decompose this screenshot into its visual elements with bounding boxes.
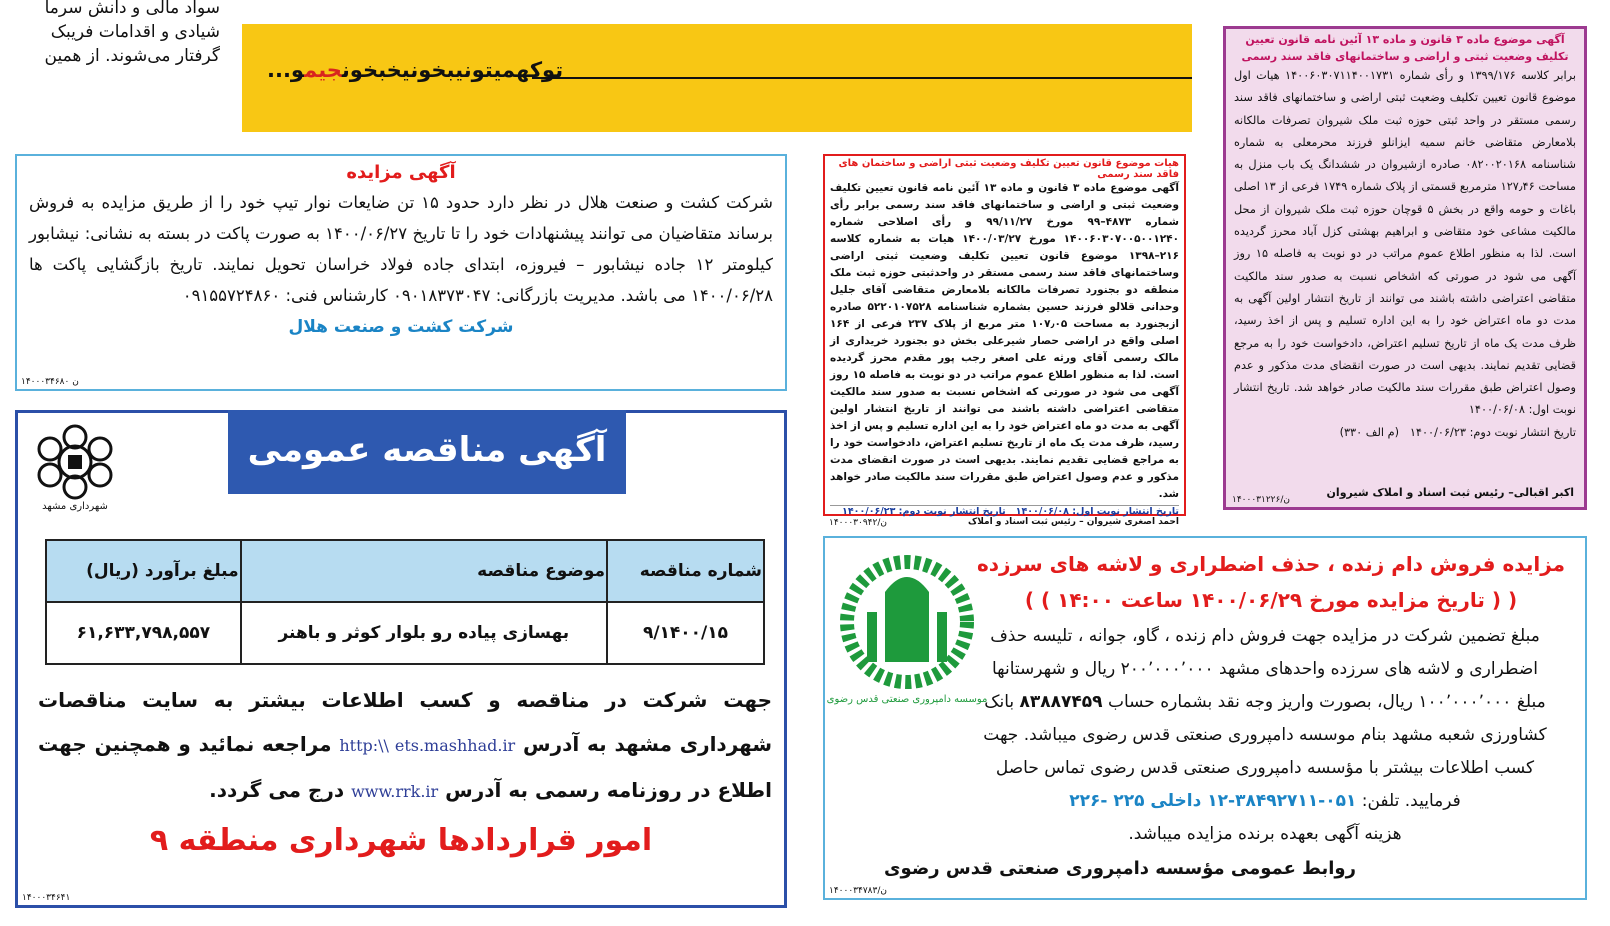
logo-caption: شهرداری مشهد — [42, 501, 108, 512]
mid-title: هیات موضوع قانون تعیین تکلیف وضعیت ثبتی اراضی و ساختمان های فاقد سند رسمی — [838, 158, 1179, 180]
fragment-line: گرفتار می‌شوند. از همین — [44, 46, 220, 66]
livestock-auction-notice — [823, 536, 1587, 900]
dam-body: مبلغ تضمین شرکت در مزایده جهت فروش دام زنده ، گاو، جوانه ، تلیسه حذف اضطراری و لاشه های سرزده واحدهای مشهد ۲۰۰٬۰۰۰٬۰۰۰ ریال و شهرستانها مبلغ ۱۰۰٬۰۰۰٬۰۰۰ ریال، بصورت واریز وجه نقد بشماره حساب ۸۳۸۸۷۴۵۹ بانک کشاورزی شعبه مشهد بنام موسسه دامپروری صنعتی قدس رضوی میباشد. جهت کسب اطلاعات بیشتر با مؤسسه دامپروری صنعتی قدس رضوی تماس حاصل فرمایید. تلفن: ۰۵۱-۳۸۴۹۲۷۱۱-۱۲ داخلی ۲۲۵ -۲۲۶ هزینه آگهی بعهده برنده مزایده میباشد. — [983, 626, 1547, 844]
hilal-title: آگهی مزایده — [346, 162, 456, 183]
tender-site-link[interactable]: http:\\ ets.mashhad.ir — [339, 736, 516, 755]
phone-number: ۰۵۱-۳۸۴۹۲۷۱۱-۱۲ داخلی ۲۲۵ -۲۲۶ — [1069, 791, 1357, 811]
hilal-auction-notice — [15, 154, 787, 391]
pink-date-2: تاریخ انتشار نوبت دوم: ۱۴۰۰/۰۶/۲۳ (م الف ۳۳۰) — [1339, 425, 1576, 439]
col-tender-number: شماره مناقصه — [607, 540, 764, 602]
mashhad-municipality-logo — [30, 423, 120, 515]
pink-body: برابر کلاسه ۱۳۹۹/۱۷۶ و رأی شماره ۱۴۰۰۶۰۳۰۷۱۱۴۰۰۱۷۳۱ هیات اول موضوع قانون تعیین تکلیف وضعیت ثبتی اراضی و ساختمانهای فاقد سند رسمی مستقر در واحد ثبتی حوزه ثبت ملک شیروان تصرفات مالکانه بلامعارض متقاضی خانم سمیه ایزانلو فرزند محرمعلی به شماره شناسنامه ۰۸۲۰۰۲۰۱۶۸ صادره ازشیروان در ششدانگ یک باب منزل به مساحت ۱۲۷٫۴۶ مترمربع قسمتی از پلاک شماره ۱۷۴۹ فرعی از ۱۳ اصلی باغات و حومه واقع در بخش ۵ قوچان حوزه ثبت ملک شیروان از محل مالکیت مشاعی خود متقاضی و ابراهیم بهشتی کزل آباد محرز گردیده است. لذا به منظور اطلاع عموم مراتب در دو نوبت به فاصله ۱۵ روز آگهی می شود در صورتی که اشخاص نسبت به صدور سند مالکیت متقاضی اعتراضی داشته باشند می توانند از تاریخ انتشار اولین آگهی به مدت دو ماه اعتراض خود را به این اداره تسلیم و پس از اخذ رسید، ظرف مدت یک ماه از تاریخ تسلیم اعتراض، دادخواست خود را به مرجع قضایی تقدیم نمایند. بدیهی است در صورت انقضای مدت مذکور و عدم وصول اعتراض طبق مقررات سند مالکیت صادر خواهد شد. تاریخ انتشار نوبت اول: ۱۴۰۰/۰۶/۰۸ — [1234, 69, 1577, 417]
mashhad-logo-icon — [30, 423, 120, 501]
pink-code: ن/۱۴۰۰۰۳۱۲۲۶ — [1232, 495, 1290, 505]
tender-number: ۹/۱۴۰۰/۱۵ — [607, 602, 764, 664]
hilal-body: شرکت کشت و صنعت هلال در نظر دارد حدود ۱۵ تن ضایعات نوار تیپ خود را از طریق مزایده به فروش برساند متقاضیان می توانند پیشنهادات خود را تا تاریخ ۱۴۰۰/۰۶/۲۷ به صورت پاکت در بسته به نشانی: نیشابور کیلومتر ۱۲ جاده نیشابور – فیروزه، ابتدای جاده فولاد خراسان تحویل نمایند. تاریخ بازگشایی پاکت ها ۱۴۰۰/۰۶/۲۸ می باشد. مدیریت بازرگانی: ۰۹۰۱۸۳۷۳۰۴۷ کارشناس فنی: ۰۹۱۵۵۷۲۴۸۶۰ — [29, 193, 774, 305]
qods-razavi-logo-icon — [826, 552, 988, 724]
hilal-signature: شرکت کشت و صنعت هلال — [288, 317, 514, 337]
dam-title: مزایده فروش دام زنده ، حذف اضطراری و لاشه های سرزده ( ( تاریخ مزایده مورخ ۱۴۰۰/۰۶/۲۹ ساعت ۱۴:۰۰ ) ) — [976, 552, 1566, 612]
dam-code: ن/۱۴۰۰۰۳۴۷۸۳ — [829, 886, 887, 896]
col-tender-amount: مبلغ برآورد (ریال) — [46, 540, 241, 602]
article-fragment — [0, 0, 220, 90]
svg-text:موسسه دامپروری صنعتی قدس رضوی: موسسه دامپروری صنعتی قدس رضوی — [826, 694, 988, 705]
table-row — [46, 602, 764, 664]
tender-notice — [15, 410, 787, 908]
pink-signature: اکبر اقبالی– رئیس ثبت اسناد و املاک شیروان — [1326, 486, 1574, 499]
pink-title: آگهی موضوع ماده ۳ قانون و ماده ۱۳ آئین نامه قانون تعیین تکلیف وضعیت ثبتی و اراضی و ساختمانهای فاقد سند رسمی — [1241, 33, 1569, 63]
hilal-code: ن ۱۴۰۰۰۳۴۶۸۰ — [21, 377, 79, 387]
tender-signature: امور قراردادها شهرداری منطقه ۹ — [149, 823, 653, 858]
dam-signature: روابط عمومی مؤسسه دامپروری صنعتی قدس رضوی — [884, 858, 1356, 879]
col-tender-subject: موضوع مناقصه — [241, 540, 607, 602]
yellow-banner — [242, 24, 1192, 132]
tender-body: جهت شرکت در مناقصه و کسب اطلاعات بیشتر به سایت مناقصات شهرداری مشهد به آدرس http:\\ ets.mashhad.ir مراجعه نمائید و همچنین جهت اطلاع در روزنامه رسمی به آدرس www.rrk.ir درج می گردد. — [38, 688, 773, 802]
banner-rule — [532, 77, 1192, 79]
mid-dates: تاریخ انتشار نوبت اول: ۱۴۰۰/۰۶/۰۸ تاریخ انتشار نوبت دوم: ۱۴۰۰/۰۶/۲۳ — [830, 505, 1179, 517]
tender-subject: بهسازی پیاده رو بلوار کوثر و باهنر — [241, 602, 607, 664]
table-header-row — [46, 540, 764, 602]
account-number: ۸۳۸۸۷۴۵۹ — [1019, 692, 1103, 712]
tender-header: آگهی مناقصه عمومی — [228, 410, 626, 494]
official-gazette-link[interactable]: www.rrk.ir — [351, 782, 439, 801]
registration-notice-shirvan — [1223, 26, 1587, 510]
registration-notice-bojnurd — [823, 154, 1186, 528]
mid-code: ن/۱۴۰۰۰۳۰۹۴۲ — [829, 518, 887, 528]
fragment-line: شیادی و اقدامات فریبک — [50, 22, 220, 42]
banner-red-text: جیم — [304, 58, 342, 82]
mid-body: آگهی موضوع ماده ۳ قانون و ماده ۱۳ آئین نامه قانون تعیین تکلیف وضعیت ثبتی و اراضی و ساختمانهای فاقد سند رسمی برابر رأی شماره ۴۸۷۳–۹۹ مورخ ۹۹/۱۱/۲۷ و رأی اصلاحی شماره ۱۴۰۰۶۰۳۰۷۰۰۵۰۰۱۲۴۰ مورخ ۱۴۰۰/۰۳/۲۷ هیات به شماره کلاسه ۲۱۶–۱۳۹۸ موضوع قانون تعیین تکلیف وضعیت ثبتی اراضی وساختمانهای فاقد سند رسمی مستقر در واحدثبتی حوزه ثبت ملک منطقه دو بجنورد تصرفات مالکانه بلامعارض متقاضی آقای جلیل وحدانی قلالو فرزند حسین بشماره شناسنامه ۵۲۲۰۱۰۷۵۲۸ صادره ازبجنورد به مساحت ۱۰۷٫۰۵ متر مربع از پلاک ۲۳۷ فرعی از ۱۶۴ اصلی واقع در اراضی حصار شیرعلی بخش دو بجنورد خریداری از مالک رسمی آقای ورثه علی اصغر رجب پور مقدم محرز گردیده است. لذا به منظور اطلاع عموم مراتب در دو نوبت به فاصله ۱۵ روز آگهی می شود در صورتی که اشخاص نسبت به صدور سند مالکیت متقاضی اعتراضی داشته باشند می توانند از تاریخ انتشار اولین آگهی به مدت دو ماه اعتراض خود را به این اداره تسلیم و پس از اخذ رسید، ظرف مدت یک ماه از تاریخ تسلیم اعتراض، دادخواست خود را به مراجع قضایی تقدیم نمایند. بدیهی است در صورت انقضای مدت مذکور و عدم وصول اعتراض طبق مقررات سند مالکیت صادر خواهد شد. — [830, 182, 1179, 500]
mid-signature: احمد اصغری شیروان – رئیس ثبت اسناد و املاک — [967, 517, 1179, 527]
fragment-line: سواد مالی و دانش سرما — [44, 0, 220, 18]
tender-amount: ۶۱,۶۳۳,۷۹۸,۵۵۷ — [46, 602, 241, 664]
tender-table — [45, 539, 765, 665]
banner-text: توکهمیتونیبخونیخبخونجیمو... — [267, 58, 564, 82]
tender-code: ۱۴۰۰۰۳۴۶۴۱ — [22, 893, 71, 903]
qods-razavi-logo — [826, 552, 988, 724]
